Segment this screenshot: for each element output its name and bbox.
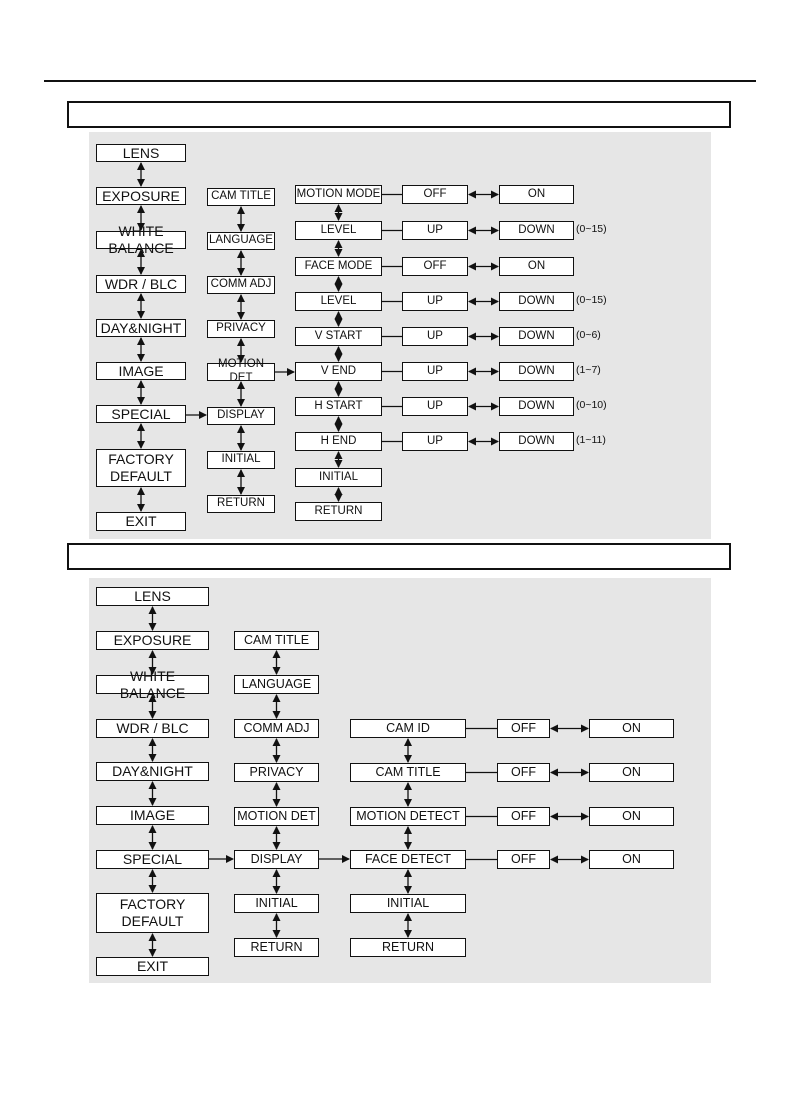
range-note: (0~15): [576, 223, 607, 235]
display-item-cam-title: CAM TITLE: [350, 763, 466, 782]
main-menu-exit: EXIT: [96, 512, 186, 531]
special-menu-language: LANGUAGE: [207, 232, 275, 250]
main-menu-factory-default: FACTORY DEFAULT: [96, 449, 186, 487]
special-menu-initial: INITIAL: [234, 894, 319, 913]
main-menu-day-night: DAY&NIGHT: [96, 762, 209, 781]
motion-option-up: UP: [402, 432, 468, 451]
motion-item-face-mode: FACE MODE: [295, 257, 382, 276]
range-note: (0~15): [576, 294, 607, 306]
main-menu-factory-default: FACTORY DEFAULT: [96, 893, 209, 933]
special-menu-comm-adj: COMM ADJ: [207, 276, 275, 294]
main-menu-white-balance: WHITE BALANCE: [96, 675, 209, 694]
motion-option-down: DOWN: [499, 397, 574, 416]
display-option-off: OFF: [497, 763, 550, 782]
motion-option-down: DOWN: [499, 292, 574, 311]
special-menu-display: DISPLAY: [234, 850, 319, 869]
display-option-on: ON: [589, 763, 674, 782]
main-menu-lens: LENS: [96, 144, 186, 162]
display-option-off: OFF: [497, 850, 550, 869]
special-menu-initial: INITIAL: [207, 451, 275, 469]
motion-option-up: UP: [402, 292, 468, 311]
motion-option-down: DOWN: [499, 221, 574, 240]
motion-item-return: RETURN: [295, 502, 382, 521]
display-item-motion-detect: MOTION DETECT: [350, 807, 466, 826]
special-menu-cam-title: CAM TITLE: [234, 631, 319, 650]
special-menu-return: RETURN: [234, 938, 319, 957]
main-menu-lens: LENS: [96, 587, 209, 606]
display-item-initial: INITIAL: [350, 894, 466, 913]
range-note: (1~7): [576, 364, 601, 376]
motion-item-h-start: H START: [295, 397, 382, 416]
special-menu-privacy: PRIVACY: [207, 320, 275, 338]
display-option-on: ON: [589, 807, 674, 826]
special-menu-privacy: PRIVACY: [234, 763, 319, 782]
motion-option-on: ON: [499, 257, 574, 276]
display-option-on: ON: [589, 719, 674, 738]
motion-item-v-end: V END: [295, 362, 382, 381]
motion-option-up: UP: [402, 221, 468, 240]
motion-item-h-end: H END: [295, 432, 382, 451]
motion-item-initial: INITIAL: [295, 468, 382, 487]
display-item-return: RETURN: [350, 938, 466, 957]
motion-option-up: UP: [402, 397, 468, 416]
display-item-cam-id: CAM ID: [350, 719, 466, 738]
main-menu-exit: EXIT: [96, 957, 209, 976]
special-menu-return: RETURN: [207, 495, 275, 513]
special-menu-motion-det: MOTION DET: [234, 807, 319, 826]
main-menu-white-balance: WHITE BALANCE: [96, 231, 186, 249]
special-menu-language: LANGUAGE: [234, 675, 319, 694]
display-item-face-detect: FACE DETECT: [350, 850, 466, 869]
display-option-off: OFF: [497, 807, 550, 826]
motion-option-down: DOWN: [499, 432, 574, 451]
motion-item-level: LEVEL: [295, 292, 382, 311]
special-menu-comm-adj: COMM ADJ: [234, 719, 319, 738]
display-option-off: OFF: [497, 719, 550, 738]
motion-option-up: UP: [402, 327, 468, 346]
main-menu-exposure: EXPOSURE: [96, 631, 209, 650]
motion-option-down: DOWN: [499, 362, 574, 381]
motion-option-off: OFF: [402, 185, 468, 204]
special-menu-motion-det: MOTION DET: [207, 363, 275, 381]
range-note: (0~6): [576, 329, 601, 341]
main-menu-day-night: DAY&NIGHT: [96, 319, 186, 337]
motion-option-up: UP: [402, 362, 468, 381]
motion-option-down: DOWN: [499, 327, 574, 346]
motion-item-v-start: V START: [295, 327, 382, 346]
main-menu-special: SPECIAL: [96, 850, 209, 869]
main-menu-wdr-blc: WDR / BLC: [96, 275, 186, 293]
motion-item-level: LEVEL: [295, 221, 382, 240]
range-note: (1~11): [576, 434, 606, 446]
main-menu-image: IMAGE: [96, 362, 186, 380]
main-menu-image: IMAGE: [96, 806, 209, 825]
special-menu-display: DISPLAY: [207, 407, 275, 425]
display-option-on: ON: [589, 850, 674, 869]
motion-option-on: ON: [499, 185, 574, 204]
special-menu-cam-title: CAM TITLE: [207, 188, 275, 206]
main-menu-wdr-blc: WDR / BLC: [96, 719, 209, 738]
main-menu-exposure: EXPOSURE: [96, 187, 186, 205]
range-note: (0~10): [576, 399, 607, 411]
main-menu-special: SPECIAL: [96, 405, 186, 423]
motion-item-motion-mode: MOTION MODE: [295, 185, 382, 204]
motion-option-off: OFF: [402, 257, 468, 276]
